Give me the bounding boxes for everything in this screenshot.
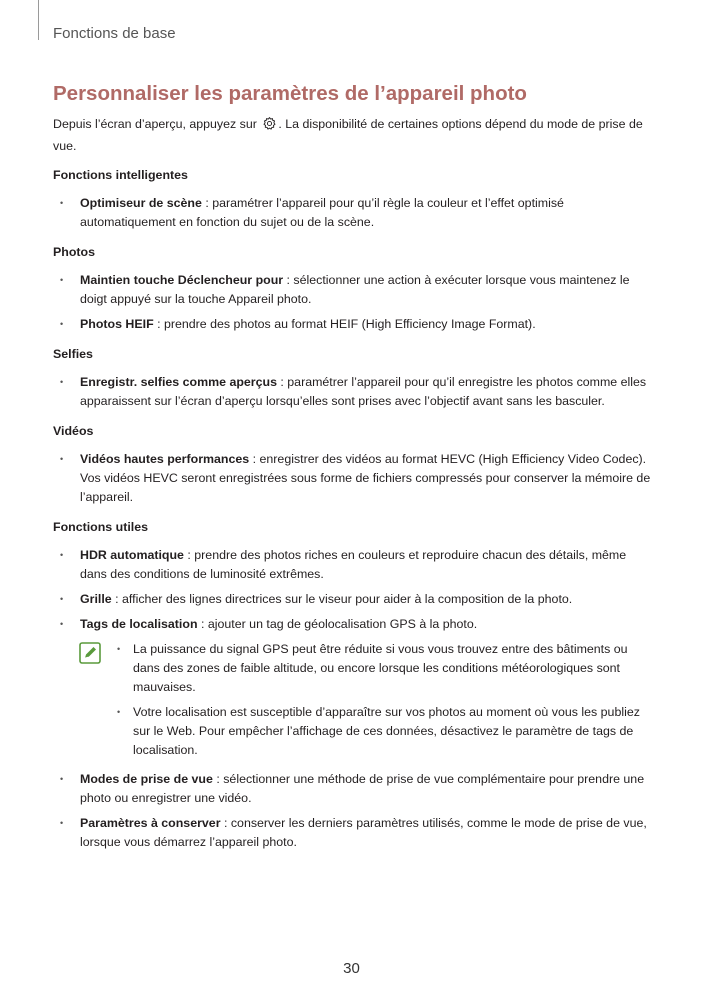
list-item bbox=[53, 615, 653, 634]
item-desc: : conserver les derniers paramètres utilisés, comme le mode de prise de vue, lorsque vous démarrez l’appareil photo. bbox=[80, 816, 647, 849]
page-number: 30 bbox=[343, 960, 360, 977]
list-item bbox=[53, 450, 653, 507]
item-desc: : ajouter un tag de géolocalisation GPS à la photo. bbox=[197, 617, 478, 631]
list-item bbox=[53, 590, 653, 609]
header-section: Fonctions de base bbox=[53, 25, 176, 42]
item-term: Enregistr. selfies comme aperçus bbox=[80, 375, 277, 389]
section-title-photos: Photos bbox=[53, 245, 95, 259]
section-title-intelligent: Fonctions intelligentes bbox=[53, 168, 188, 182]
gear-icon bbox=[262, 116, 277, 137]
list-item bbox=[53, 546, 653, 584]
item-term: Modes de prise de vue bbox=[80, 772, 213, 786]
useful-list-continued bbox=[53, 770, 653, 852]
videos-list bbox=[53, 450, 653, 507]
item-term: Tags de localisation bbox=[80, 617, 198, 631]
note-box bbox=[53, 640, 653, 760]
header-rule bbox=[38, 0, 39, 40]
list-item bbox=[53, 373, 653, 411]
item-term: Photos HEIF bbox=[80, 317, 154, 331]
intro-text-before: Depuis l’écran d’aperçu, appuyez sur bbox=[53, 117, 261, 131]
list-item bbox=[53, 194, 653, 232]
section-title-useful: Fonctions utiles bbox=[53, 520, 148, 534]
intro-text-after: . La disponibilité de certaines options dépend du mode de prise de vue. bbox=[53, 117, 643, 153]
note-item: • Votre localisation est susceptible d’apparaître sur vos photos au moment où vous les publiez sur le Web. Pour empêcher l’affichage de ces données, désactivez le paramètre de tags de localisation. bbox=[133, 703, 653, 760]
note-list bbox=[133, 640, 653, 760]
useful-list bbox=[53, 546, 653, 634]
settings-content bbox=[53, 166, 653, 863]
note-pencil-icon bbox=[79, 642, 101, 664]
item-desc: : prendre des photos riches en couleurs et reproduire chacun des détails, même dans des conditions de luminosité extrêmes. bbox=[80, 548, 627, 581]
item-term: Optimiseur de scène bbox=[80, 196, 202, 210]
item-desc: : sélectionner une méthode de prise de vue complémentaire pour prendre une photo ou enregistrer une vidéo. bbox=[80, 772, 645, 805]
item-term: Paramètres à conserver bbox=[80, 816, 221, 830]
item-desc: : enregistrer des vidéos au format HEVC (High Efficiency Video Codec). Vos vidéos HEVC seront enregistrées sous forme de fichiers compressés pour conserver la mémoire de l’appareil. bbox=[80, 452, 651, 504]
item-desc: : paramétrer l’appareil pour qu’il règle la couleur et l’effet optimisé automatiquement en fonction du sujet ou de la scène. bbox=[80, 196, 564, 229]
item-term: Grille bbox=[80, 592, 112, 606]
section-title-videos: Vidéos bbox=[53, 424, 94, 438]
list-item bbox=[53, 315, 653, 334]
item-desc: : prendre des photos au format HEIF (High Efficiency Image Format). bbox=[153, 317, 536, 331]
intelligent-list bbox=[53, 194, 653, 232]
list-item bbox=[53, 770, 653, 808]
selfies-list bbox=[53, 373, 653, 411]
list-item bbox=[53, 271, 653, 309]
section-title-selfies: Selfies bbox=[53, 347, 93, 361]
item-term: Maintien touche Déclencheur pour bbox=[80, 273, 284, 287]
page-title: Personnaliser les paramètres de l’appareil photo bbox=[53, 82, 527, 105]
intro-paragraph bbox=[53, 115, 648, 156]
note-item: • La puissance du signal GPS peut être réduite si vous vous trouvez entre des bâtiments ou dans des zones de faible altitude, ou encore lorsque les conditions météorologiques sont mauvaises. bbox=[133, 640, 653, 697]
item-term: Vidéos hautes performances bbox=[80, 452, 250, 466]
list-item bbox=[53, 814, 653, 852]
photos-list bbox=[53, 271, 653, 334]
item-desc: : sélectionner une action à exécuter lorsque vous maintenez le doigt appuyé sur la touche Appareil photo. bbox=[80, 273, 630, 306]
item-desc: : afficher des lignes directrices sur le viseur pour aider à la composition de la photo. bbox=[111, 592, 573, 606]
item-desc: : paramétrer l’appareil pour qu’il enregistre les photos comme elles apparaissent sur l’écran d’aperçu lorsqu’elles sont prises avec l’objectif avant sans les basculer. bbox=[80, 375, 647, 408]
item-term: HDR automatique bbox=[80, 548, 184, 562]
